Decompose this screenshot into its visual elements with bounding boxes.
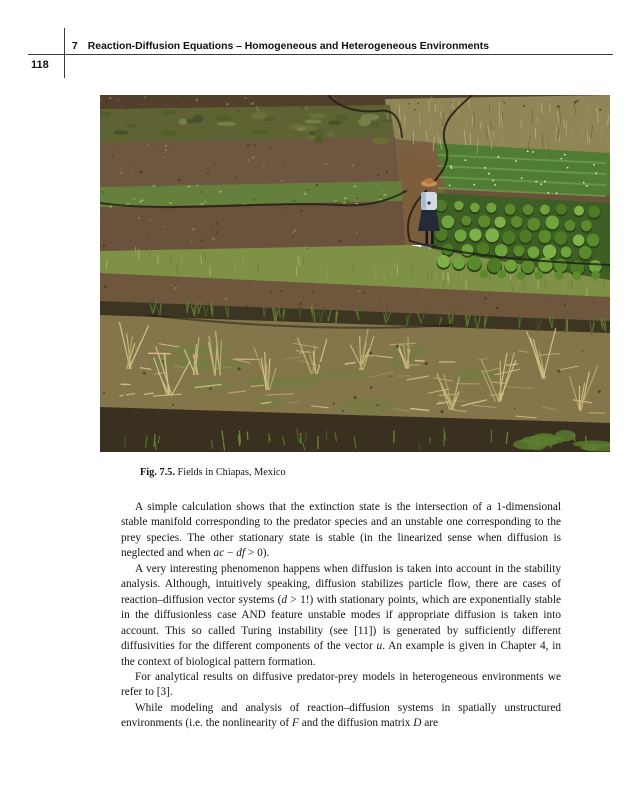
body-paragraph: While modeling and analysis of reaction–diffusion systems in spatially unstructured environments (i.e. the nonlinearity of F and the diffusion matrix D are (121, 701, 561, 730)
header-rule (28, 54, 613, 55)
field-photo (100, 95, 610, 452)
body-paragraph: For analytical results on diffusive predator-prey models in heterogeneous environments we refer to [3]. (121, 670, 561, 699)
body-text (121, 500, 561, 732)
field-photo-svg (100, 95, 610, 452)
body-paragraph: A very interesting phenomenon happens when diffusion is taken into account in the stability analysis. Although, intuitively speaking, diffusion stabilizes particle flow, there are cases of reaction–diffusion vector systems (d > 1!) with stationary points, which are exponentially stable in the diffusionless case AND feature unstable modes if appropriate diffusion is taken into account. This so called Turing instability (see [11]) is generated by sufficiently different diffusivities for the different components of the vector u. An example is given in Chapter 4, in the context of biological pattern formation. (121, 562, 562, 668)
chapter-title: Reaction-Diffusion Equations – Homogeneous and Heterogeneous Environments (87, 41, 490, 52)
chapter-number: 7 (72, 41, 78, 52)
page-number: 118 (31, 59, 49, 71)
figure-caption (140, 467, 286, 478)
running-head (72, 41, 489, 52)
body-paragraph: A simple calculation shows that the extinction state is the intersection of a 1-dimensional stable manifold corresponding to the predator species and an unstable one corresponding to the prey species. The other stationary state is stable (in the linearized sense when diffusion is neglected and when ac − df > 0). (121, 501, 561, 560)
figure-caption-label: Fig. 7.5. (140, 467, 175, 478)
margin-vertical-rule (64, 28, 65, 78)
figure-caption-text: Fields in Chiapas, Mexico (177, 467, 286, 478)
